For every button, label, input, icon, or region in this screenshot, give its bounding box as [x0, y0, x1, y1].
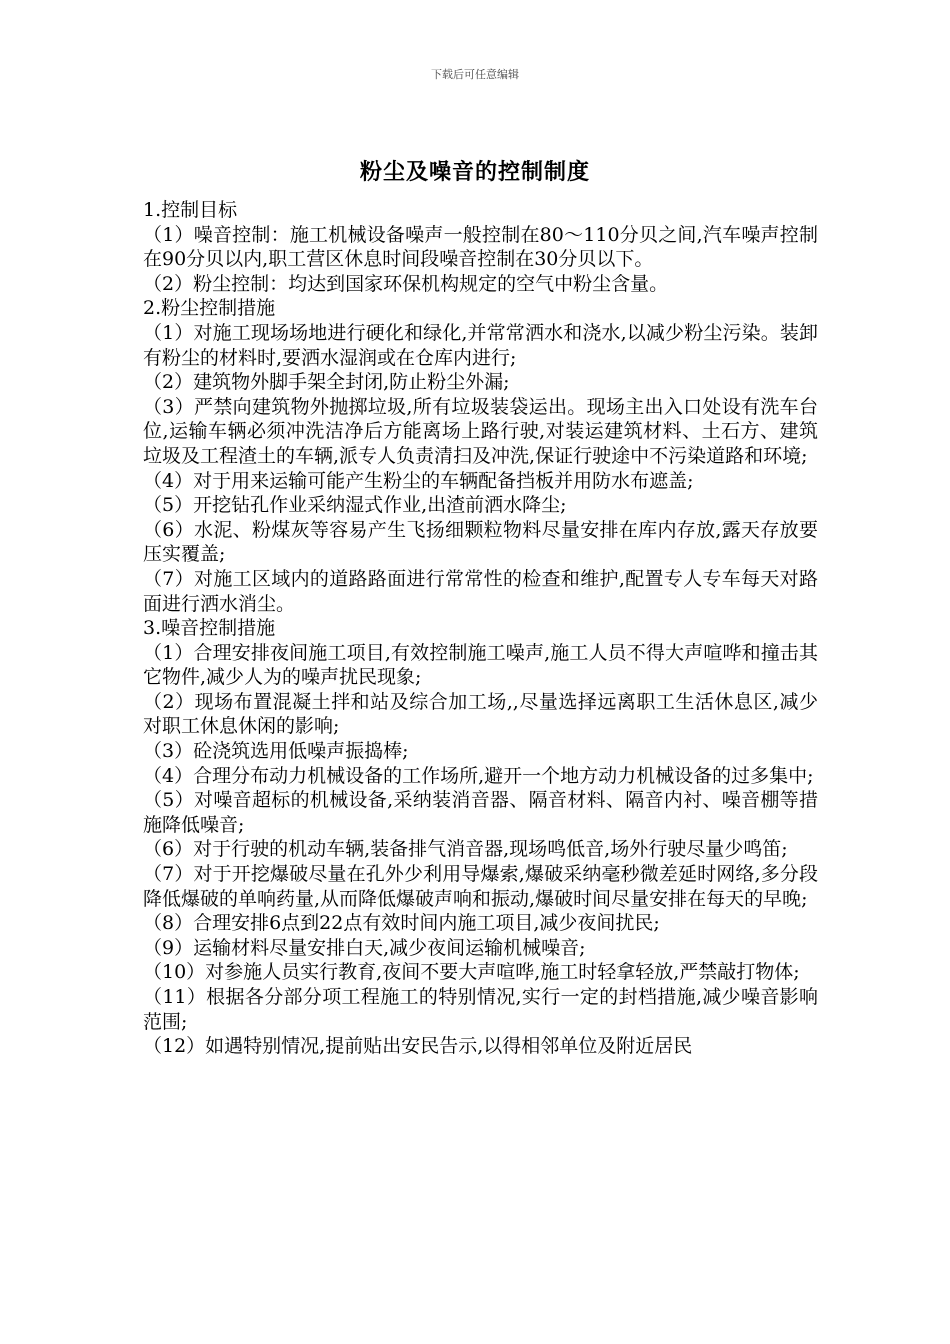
paragraph: （7）对施工区域内的道路路面进行常常性的检查和维护,配置专人专车每天对路面进行洒水消尘。 [143, 567, 818, 615]
paragraph-section-3-heading: 3.噪音控制措施 [143, 617, 276, 640]
page-header: 下载后可任意编辑 [431, 68, 519, 81]
paragraph: （6）对于行驶的机动车辆,装备排气消音器,现场鸣低音,场外行驶尽量少鸣笛; [143, 838, 788, 861]
paragraph: （2）粉尘控制：均达到国家环保机构规定的空气中粉尘含量。 [143, 272, 669, 295]
paragraph: （5）开挖钻孔作业采纳湿式作业,出渣前洒水降尘; [143, 494, 567, 517]
paragraph: （11）根据各分部分项工程施工的特别情况,实行一定的封档措施,减少噪音影响范围; [143, 986, 818, 1033]
document-body [143, 198, 818, 1059]
paragraph: （10）对参施人员实行教育,夜间不要大声喧哗,施工时轻拿轻放,严禁敲打物体; [143, 961, 800, 984]
paragraph: （7）对于开挖爆破尽量在孔外少利用导爆索,爆破采纳毫秒微差延时网络,多分段降低爆破的单响药量,从而降低爆破声响和振动,爆破时间尽量安排在每天的早晚; [143, 863, 818, 910]
paragraph: （4）合理分布动力机械设备的工作场所,避开一个地方动力机械设备的过多集中; [143, 764, 814, 787]
paragraph: （2）建筑物外脚手架全封闭,防止粉尘外漏; [143, 371, 510, 394]
paragraph: （3）砼浇筑选用低噪声振捣棒; [143, 740, 409, 763]
paragraph: （4）对于用来运输可能产生粉尘的车辆配备挡板并用防水布遮盖; [143, 469, 694, 492]
paragraph-section-1-heading: 1.控制目标 [143, 199, 238, 221]
document-title: 粉尘及噪音的控制制度 [359, 159, 590, 185]
paragraph-section-2-heading: 2.粉尘控制措施 [143, 297, 276, 320]
paragraph: （8）合理安排6点到22点有效时间内施工项目,减少夜间扰民; [143, 912, 660, 935]
paragraph: （1）合理安排夜间施工项目,有效控制施工噪声,施工人员不得大声喧哗和撞击其它物件,减少人为的噪声扰民现象; [143, 641, 818, 689]
paragraph: （1）对施工现场场地进行硬化和绿化,并常常洒水和浇水,以减少粉尘污染。装卸有粉尘的材料时,要洒水湿润或在仓库内进行; [143, 321, 818, 369]
paragraph: （6）水泥、粉煤灰等容易产生飞扬细颗粒物料尽量安排在库内存放,露天存放要压实覆盖; [143, 518, 818, 566]
paragraph: （5）对噪音超标的机械设备,采纳装消音器、隔音材料、隔音内衬、噪音棚等措施降低噪音; [143, 789, 818, 836]
paragraph: （2）现场布置混凝土拌和站及综合加工场,,尽量选择远离职工生活休息区,减少对职工休息休闲的影响; [143, 690, 818, 738]
paragraph: （1）噪音控制：施工机械设备噪声一般控制在80～110分贝之间,汽车噪声控制在90分贝以内,职工营区休息时间段噪音控制在30分贝以下。 [143, 223, 818, 271]
paragraph: （3）严禁向建筑物外抛掷垃圾,所有垃圾装袋运出。现场主出入口处设有洗车台位,运输车辆必须冲洗洁净后方能离场上路行驶,对装运建筑材料、土石方、建筑垃圾及工程渣土的车辆,派专人负责清扫及冲洗,保证行驶途中不污染道路和环境; [143, 395, 818, 467]
paragraph: （12）如遇特别情况,提前贴出安民告示,以得相邻单位及附近居民 [143, 1035, 693, 1058]
paragraph: （9）运输材料尽量安排白天,减少夜间运输机械噪音; [143, 936, 586, 959]
